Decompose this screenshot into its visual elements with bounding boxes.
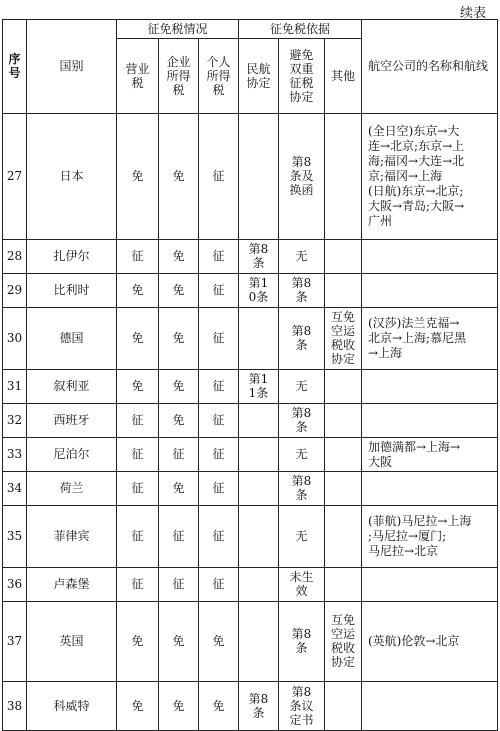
table-row [3,240,498,274]
row-personal-income-tax: 征 [199,472,239,506]
header-personal-income-tax: 个人所得税 [199,39,239,114]
header-levy-group: 征免税情况 [117,20,239,39]
row-number: 37 [3,602,27,682]
row-other-basis [325,568,362,602]
airline-route-line: 京;福冈→上海 [368,169,443,183]
row-corp-income-tax: 免 [159,274,199,308]
row-airline-routes [362,308,498,370]
row-corp-income-tax: 免 [159,404,199,438]
airline-route-line: (全日空)东京→大 [368,124,460,138]
airline-route-line: 加德满都→上海→ [368,439,461,454]
row-double-tax-agreement: 无 [279,240,325,274]
row-other-basis [325,274,362,308]
row-civil-aviation-agreement: 第10条 [239,274,279,308]
row-personal-income-tax: 征 [199,404,239,438]
row-personal-income-tax: 征 [199,506,239,568]
row-business-tax: 征 [117,404,159,438]
row-other-basis [325,682,362,731]
row-business-tax: 征 [117,506,159,568]
row-corp-income-tax: 免 [159,370,199,404]
row-country: 德国 [27,308,117,370]
row-corp-income-tax: 免 [159,472,199,506]
row-number: 34 [3,472,27,506]
row-corp-income-tax: 免 [159,240,199,274]
table-row [3,404,498,438]
row-airline-routes [362,682,498,731]
row-country: 日本 [27,114,117,240]
airline-route-line: (汉莎)法兰克福→ [368,316,460,330]
row-airline-routes [362,506,498,568]
row-country: 英国 [27,602,117,682]
row-business-tax: 免 [117,682,159,731]
row-country: 比利时 [27,274,117,308]
row-number: 31 [3,370,27,404]
airline-route-line: 大阪→青岛;大阪→ [368,199,465,213]
row-civil-aviation-agreement [239,602,279,682]
row-personal-income-tax: 征 [199,240,239,274]
row-airline-routes [362,602,498,682]
table-row [3,308,498,370]
row-corp-income-tax: 免 [159,682,199,731]
row-business-tax: 征 [117,472,159,506]
airline-route-line: 大阪 [368,454,393,469]
row-business-tax: 征 [117,438,159,472]
row-personal-income-tax: 征 [199,370,239,404]
row-double-tax-agreement: 第8条 [279,274,325,308]
header-double-tax-agreement: 避免双重征税协定 [279,39,325,114]
row-double-tax-agreement: 第8条及换函 [279,114,325,240]
row-civil-aviation-agreement [239,506,279,568]
airline-route-line: (英航)伦敦→北京 [368,634,460,648]
table-row [3,274,498,308]
row-airline-routes [362,114,498,240]
row-business-tax: 免 [117,274,159,308]
row-corp-income-tax: 征 [159,568,199,602]
row-civil-aviation-agreement [239,404,279,438]
row-number: 35 [3,506,27,568]
row-business-tax: 征 [117,240,159,274]
row-other-basis [325,240,362,274]
row-personal-income-tax: 征 [199,308,239,370]
row-double-tax-agreement: 第8条 [279,602,325,682]
row-country: 叙利亚 [27,370,117,404]
airline-route-line: →上海 [368,346,403,360]
header-business-tax: 营业税 [117,39,159,114]
airline-route-line: ;马尼拉→厦门; [368,529,447,543]
table-row [3,370,498,404]
row-country: 扎伊尔 [27,240,117,274]
row-other-basis: 互免空运税收协定 [325,308,362,370]
row-other-basis [325,370,362,404]
row-other-basis [325,114,362,240]
row-airline-routes [362,472,498,506]
header-basis-group: 征免税依据 [239,20,362,39]
row-number: 33 [3,438,27,472]
header-airline: 航空公司的名称和航线 [362,20,498,114]
row-airline-routes [362,274,498,308]
row-corp-income-tax: 征 [159,438,199,472]
row-double-tax-agreement: 第8条 [279,472,325,506]
header-seq: 序号 [3,20,27,114]
row-personal-income-tax: 征 [199,114,239,240]
row-civil-aviation-agreement: 第11条 [239,370,279,404]
row-country: 科威特 [27,682,117,731]
table-row [3,506,498,568]
row-airline-routes [362,438,498,472]
table-row [3,602,498,682]
header-country: 国别 [27,20,117,114]
row-other-basis [325,438,362,472]
row-business-tax: 征 [117,568,159,602]
header-corp-income-tax: 企业所得税 [159,39,199,114]
continued-label: 续表 [459,6,486,21]
table-row [3,438,498,472]
row-personal-income-tax: 征 [199,274,239,308]
row-corp-income-tax: 免 [159,308,199,370]
row-airline-routes [362,404,498,438]
row-civil-aviation-agreement: 第8条 [239,682,279,731]
row-number: 32 [3,404,27,438]
airline-route-line: 马尼拉→北京 [368,544,439,558]
row-double-tax-agreement: 第8条 [279,404,325,438]
row-country: 荷兰 [27,472,117,506]
row-country: 卢森堡 [27,568,117,602]
row-civil-aviation-agreement [239,308,279,370]
row-other-basis [325,404,362,438]
row-business-tax: 免 [117,114,159,240]
row-personal-income-tax: 征 [199,568,239,602]
row-number: 29 [3,274,27,308]
airline-route-line: (菲航)马尼拉→上海 [368,514,472,528]
row-double-tax-agreement: 无 [279,370,325,404]
row-personal-income-tax: 免 [199,602,239,682]
airline-route-line: 连→北京;东京→上 [368,139,465,153]
row-double-tax-agreement: 无 [279,506,325,568]
airline-route-line: 广州 [368,214,393,228]
row-airline-routes [362,240,498,274]
table-row [3,568,498,602]
airline-route-line: (日航)东京→北京; [368,184,464,198]
row-number: 30 [3,308,27,370]
row-civil-aviation-agreement [239,114,279,240]
header-other: 其他 [325,39,362,114]
row-country: 菲律宾 [27,506,117,568]
row-double-tax-agreement: 第8条 [279,308,325,370]
tax-table [2,19,498,731]
row-double-tax-agreement: 无 [279,438,325,472]
row-country: 西班牙 [27,404,117,438]
airline-route-line: 海;福冈→大连→北 [368,154,465,168]
row-number: 28 [3,240,27,274]
row-personal-income-tax: 免 [199,682,239,731]
row-business-tax: 免 [117,370,159,404]
row-number: 36 [3,568,27,602]
row-airline-routes [362,568,498,602]
airline-route-line: 北京→上海;慕尼黑 [368,331,467,345]
table-row [3,682,498,731]
row-corp-income-tax: 征 [159,506,199,568]
row-double-tax-agreement: 未生效 [279,568,325,602]
row-civil-aviation-agreement [239,472,279,506]
header-civil-aviation-agreement: 民航协定 [239,39,279,114]
table-row [3,114,498,240]
row-airline-routes [362,370,498,404]
row-country: 尼泊尔 [27,438,117,472]
row-other-basis: 互免空运税收协定 [325,602,362,682]
row-other-basis [325,506,362,568]
row-civil-aviation-agreement [239,438,279,472]
row-personal-income-tax: 征 [199,438,239,472]
row-civil-aviation-agreement [239,568,279,602]
row-civil-aviation-agreement: 第8条 [239,240,279,274]
row-business-tax: 免 [117,308,159,370]
row-business-tax: 免 [117,602,159,682]
row-double-tax-agreement: 第8条议定书 [279,682,325,731]
row-corp-income-tax: 免 [159,114,199,240]
row-other-basis [325,472,362,506]
row-corp-income-tax: 免 [159,602,199,682]
table-row [3,472,498,506]
row-number: 27 [3,114,27,240]
row-number: 38 [3,682,27,731]
